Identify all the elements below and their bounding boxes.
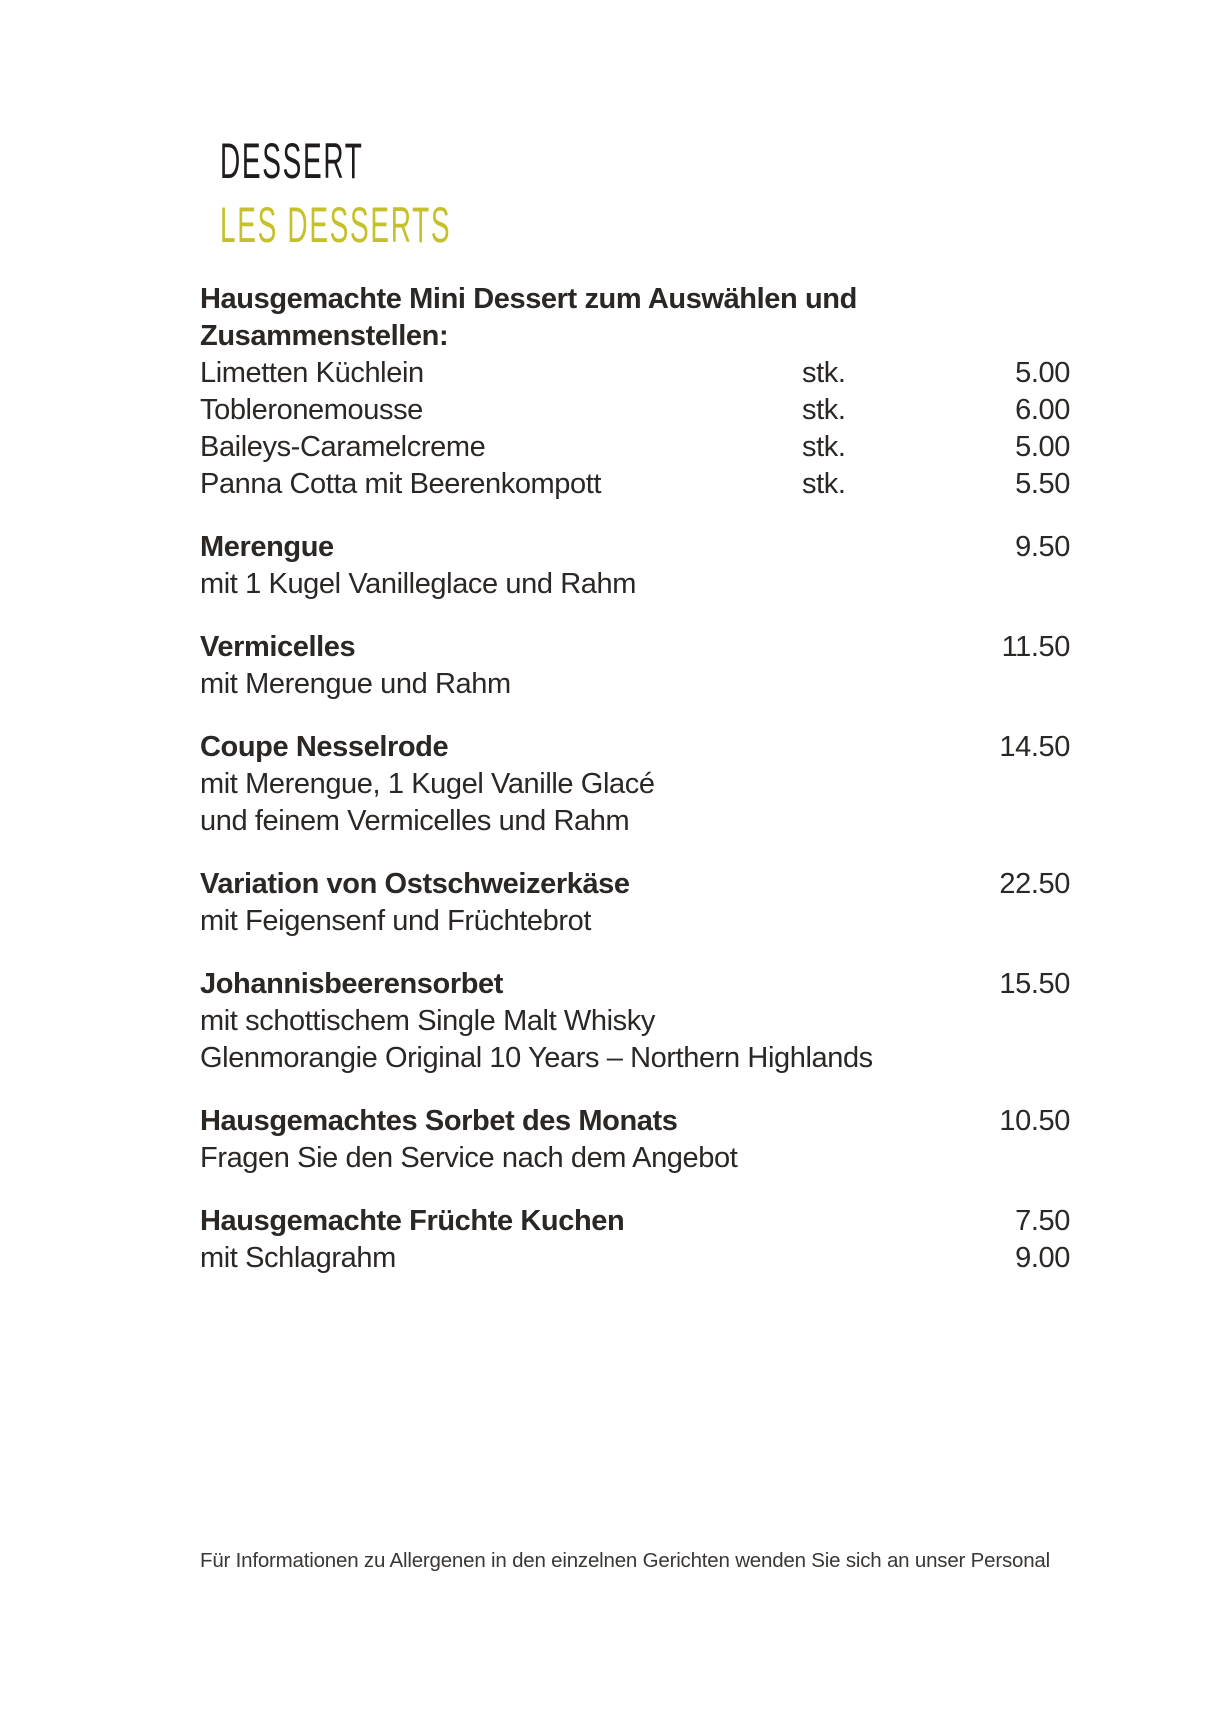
description-text: mit Feigensenf und Früchtebrot — [200, 905, 591, 937]
menu-item-description — [200, 1140, 1070, 1177]
menu-item — [200, 966, 1070, 1077]
menu-body — [200, 281, 1070, 1277]
item-price: 7.50 — [1015, 1205, 1070, 1237]
item-name: Variation von Ostschweizerkäse — [200, 868, 630, 900]
item-unit: stk. — [802, 468, 846, 500]
item-price: 14.50 — [999, 731, 1070, 763]
mini-dessert-row — [200, 355, 1070, 392]
mini-dessert-row — [200, 466, 1070, 503]
menu-item-description — [200, 1040, 1070, 1077]
item-unit: stk. — [802, 431, 846, 463]
description-text: Glenmorangie Original 10 Years – Northern Highlands — [200, 1042, 873, 1074]
item-name: Johannisbeerensorbet — [200, 968, 504, 1000]
menu-item-description — [200, 666, 1070, 703]
item-price: 11.50 — [1001, 631, 1070, 663]
item-name: Limetten Küchlein — [200, 357, 424, 389]
menu-item — [200, 629, 1070, 703]
description-text: und feinem Vermicelles und Rahm — [200, 805, 630, 837]
allergen-notice: Für Informationen zu Allergenen in den einzelnen Gerichten wenden Sie sich an unser Personal — [200, 1549, 1050, 1572]
menu-item-head — [200, 966, 1070, 1003]
mini-dessert-row — [200, 429, 1070, 466]
item-name: Baileys-Caramelcreme — [200, 431, 486, 463]
item-unit: stk. — [802, 357, 846, 389]
menu-item-head — [200, 866, 1070, 903]
page-title — [220, 133, 633, 189]
item-name: Hausgemachtes Sorbet des Monats — [200, 1105, 678, 1137]
menu-item — [200, 529, 1070, 603]
item-price: 5.00 — [1015, 431, 1070, 463]
item-name: Coupe Nesselrode — [200, 731, 449, 763]
item-name: Panna Cotta mit Beerenkompott — [200, 468, 602, 500]
item-price: 6.00 — [1015, 394, 1070, 426]
description-text: mit Merengue, 1 Kugel Vanille Glacé — [200, 768, 655, 800]
description-price: 9.00 — [1015, 1242, 1070, 1274]
menu-item-description — [200, 566, 1070, 603]
page-header — [220, 133, 633, 253]
item-unit: stk. — [802, 394, 846, 426]
item-name: Hausgemachte Früchte Kuchen — [200, 1205, 625, 1237]
intro-heading: Hausgemachte Mini Dessert zum Auswählen und Zusammenstellen: — [200, 283, 857, 352]
item-price: 15.50 — [999, 968, 1070, 1000]
description-text: mit 1 Kugel Vanilleglace und Rahm — [200, 568, 637, 600]
item-price: 5.00 — [1015, 357, 1070, 389]
menu-item-description — [200, 803, 1070, 840]
item-name: Tobleronemousse — [200, 394, 423, 426]
menu-item-head — [200, 529, 1070, 566]
item-name: Vermicelles — [200, 631, 356, 663]
page-title-text: DESSERT — [220, 133, 364, 189]
item-price: 9.50 — [1015, 531, 1070, 563]
description-text: mit Merengue und Rahm — [200, 668, 511, 700]
page-subtitle — [220, 197, 633, 253]
description-text: mit Schlagrahm — [200, 1242, 396, 1274]
mini-dessert-row — [200, 392, 1070, 429]
item-price: 10.50 — [999, 1105, 1070, 1137]
menu-item — [200, 729, 1070, 840]
page-subtitle-text: LES DESSERTS — [220, 197, 452, 253]
menu-item-head — [200, 629, 1070, 666]
menu-item — [200, 1103, 1070, 1177]
item-name: Merengue — [200, 531, 334, 563]
menu-item-description — [200, 1240, 1070, 1277]
menu-item — [200, 866, 1070, 940]
description-text: Fragen Sie den Service nach dem Angebot — [200, 1142, 738, 1174]
item-price: 22.50 — [999, 868, 1070, 900]
description-text: mit schottischem Single Malt Whisky — [200, 1005, 655, 1037]
menu-item-description — [200, 1003, 1070, 1040]
item-price: 5.50 — [1015, 468, 1070, 500]
menu-item-description — [200, 766, 1070, 803]
menu-item-head — [200, 729, 1070, 766]
menu-item-description — [200, 903, 1070, 940]
menu-item — [200, 1203, 1070, 1277]
menu-item-head — [200, 1103, 1070, 1140]
menu-item-head — [200, 1203, 1070, 1240]
